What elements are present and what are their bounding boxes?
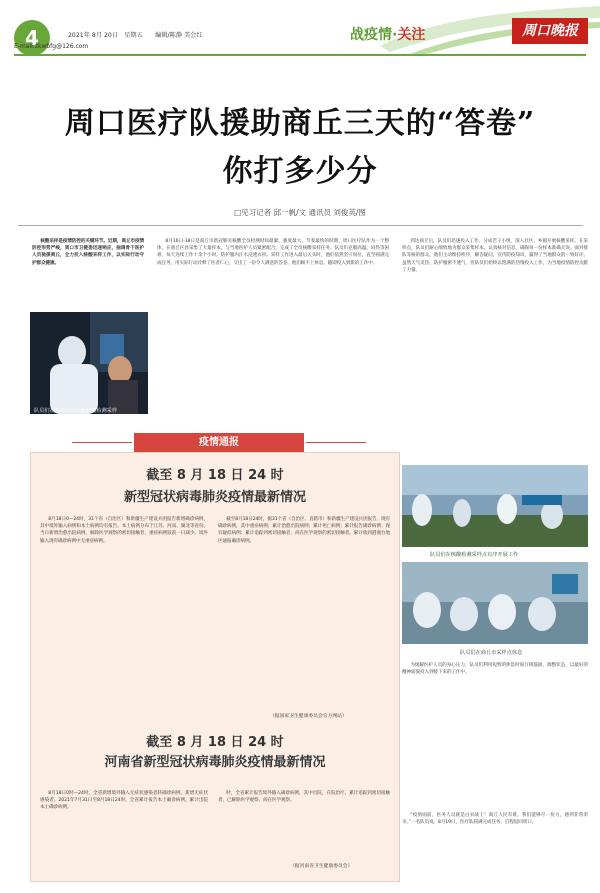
- national-title-line-2: 新型冠状病毒肺炎疫情最新情况: [123, 490, 306, 505]
- henan-source: （据河南省卫生健康委员会）: [290, 864, 353, 869]
- henan-report-right: [218, 790, 390, 804]
- henan-right-paragraph: 时，全省累计报告境外输入确诊病例，其中出院，在院治疗。累计追踪到密切接触者，已解除医学观察，尚在医学观察。: [218, 791, 390, 804]
- col3-lower-paragraph: 为缓解医护人员的身心压力，队员们利用短暂的休息时间互相鼓励，调整状态，以最好的精神面貌投入到接下来的工作中。: [402, 663, 588, 676]
- national-right-paragraph: 截至8月18日24时，据31个省（自治区、直辖市）和新疆生产建设兵团报告，现有确诊病例，其中重症病例；累计治愈出院病例；累计死亡病例；累计报告确诊病例；现有疑似病例；累计追踪到密切接触者，尚在医学观察的密切接触者。累计收到港澳台地区通报确诊病例。: [218, 517, 390, 544]
- headline-line-1: 周口医疗队援助商丘三天的“答卷”: [64, 106, 536, 141]
- henan-report-left: [40, 790, 208, 812]
- national-source: （据国家卫生健康委员会官方网站）: [270, 714, 347, 719]
- col3-paragraph: 到达商丘后，队员们迅速投入工作，分成若干小组，深入社区、乡镇开展核酸采样。在采样点，队员们耐心细致地为群众采集样本，认真核对信息，确保每一份样本准确无误。面对排队等候的群众，他们主动维持秩序，解答疑问，宣传防疫知识，赢得了当地群众的一致好评。虽然天气炎热，防护服密不透气，但队员们始终以饱满的热情投入工作，为当地疫情防控贡献了力量。: [402, 239, 588, 273]
- headline-line-2: 你打多少分: [222, 154, 378, 189]
- photo-sampling-site-image: [402, 465, 588, 547]
- photo-sampling-image: [30, 312, 148, 414]
- photo3-caption: 队员们在商丘市采样点休息: [460, 650, 523, 656]
- section-title-highlight: 关注: [397, 27, 426, 43]
- national-report-left: [40, 516, 208, 545]
- issue-date-line: 2021年 8月 20日 星期五 编辑/陈静 美会红: [68, 32, 203, 39]
- editor-email: E-mail:zkwbfg@126.com: [14, 43, 89, 50]
- section-title: [350, 24, 425, 44]
- article-col3-end: [402, 812, 588, 826]
- photo-sampling: [30, 312, 148, 414]
- section-title-part: 战疫情·: [350, 27, 398, 43]
- col2-paragraph: 8月16日-18日是商丘市新冠肺炎核酸全员检测时间最紧、强度最大、节奏最快的时期，周口医疗队作为一个整体，在商丘区县采集了大量样本，与当地医护人员紧密配合，完成了全员核酸采样任务。队员们克服高温、闷热等困难，每天连续工作十余个小时，防护服内汗水浸透衣衫。采样工作进入最后关头时，他们依然坚守岗位，直至圆满完成任务，用实际行动诠释了医者仁心，交出了一份令人满意的答卷。他们顾不上休息，随即投入到新的工作中。: [157, 239, 389, 266]
- header-divider: [14, 54, 586, 56]
- byline-rule: [18, 225, 583, 226]
- photo-sampling-site: [402, 465, 588, 547]
- photo-rest: [402, 562, 588, 644]
- notice-header: 疫情通报: [134, 433, 304, 452]
- article-byline: □见习记者 邱一帆/文 通讯员 刘俊英/图: [234, 208, 366, 217]
- article-col3: [402, 238, 588, 274]
- photo2-caption: 队员们在核酸检测采样点有序开展工作: [430, 552, 519, 558]
- henan-title-line-2: 河南省新型冠状病毒肺炎疫情最新情况: [104, 755, 326, 770]
- photo-rest-image: [402, 562, 588, 644]
- col3-end-paragraph: “疫情面前，医务人员就是白衣战士！商丘人民有难，我们能够尽一份力，感到非常荣幸。”一名队员说。8月19日，医疗队圆满完成任务，启程返回周口。: [402, 813, 588, 826]
- national-left-paragraph: 8月18日0—24时，31个省（自治区）和新疆生产建设兵团报告新增确诊病例，其中境外输入病例和本土病例均有报告。本土病例分布于江苏、河南、湖北等省份。当日新增治愈出院病例，解除医学观察的密切接触者，重症病例较前一日减少。境外输入现有确诊病例中无重症病例。: [40, 517, 208, 544]
- national-title-line-1: 截至 8 月 18 日 24 时: [146, 468, 284, 483]
- page-number-badge: 4: [14, 20, 50, 56]
- article-col3-lower: [402, 662, 588, 676]
- photo1-caption: 队员们在为商丘市民做核酸检测采样: [34, 408, 118, 414]
- henan-title-line-1: 截至 8 月 18 日 24 时: [146, 735, 284, 750]
- lead-paragraph: 核酸采样是疫情防控的关键环节。近期，商丘市疫情防控形势严峻，周口市卫健委迅速响应，抽调骨干医护人员驰援商丘，全力投入核酸采样工作，以实际行动守护群众健康。: [32, 239, 144, 266]
- article-lead: [32, 238, 144, 267]
- henan-left-paragraph: 8月18日0时—24时，全省新增境外输入无症状感染者转确诊病例，新增无症状感染者。2021年7月31日至8月18日24时，全省累计报告本土确诊病例，累计出院本土确诊病例。: [40, 791, 208, 811]
- newspaper-logo: 周口晚报: [512, 18, 588, 44]
- article-col2: [157, 238, 389, 267]
- national-report-right: [218, 516, 390, 545]
- article-headline: [0, 100, 600, 196]
